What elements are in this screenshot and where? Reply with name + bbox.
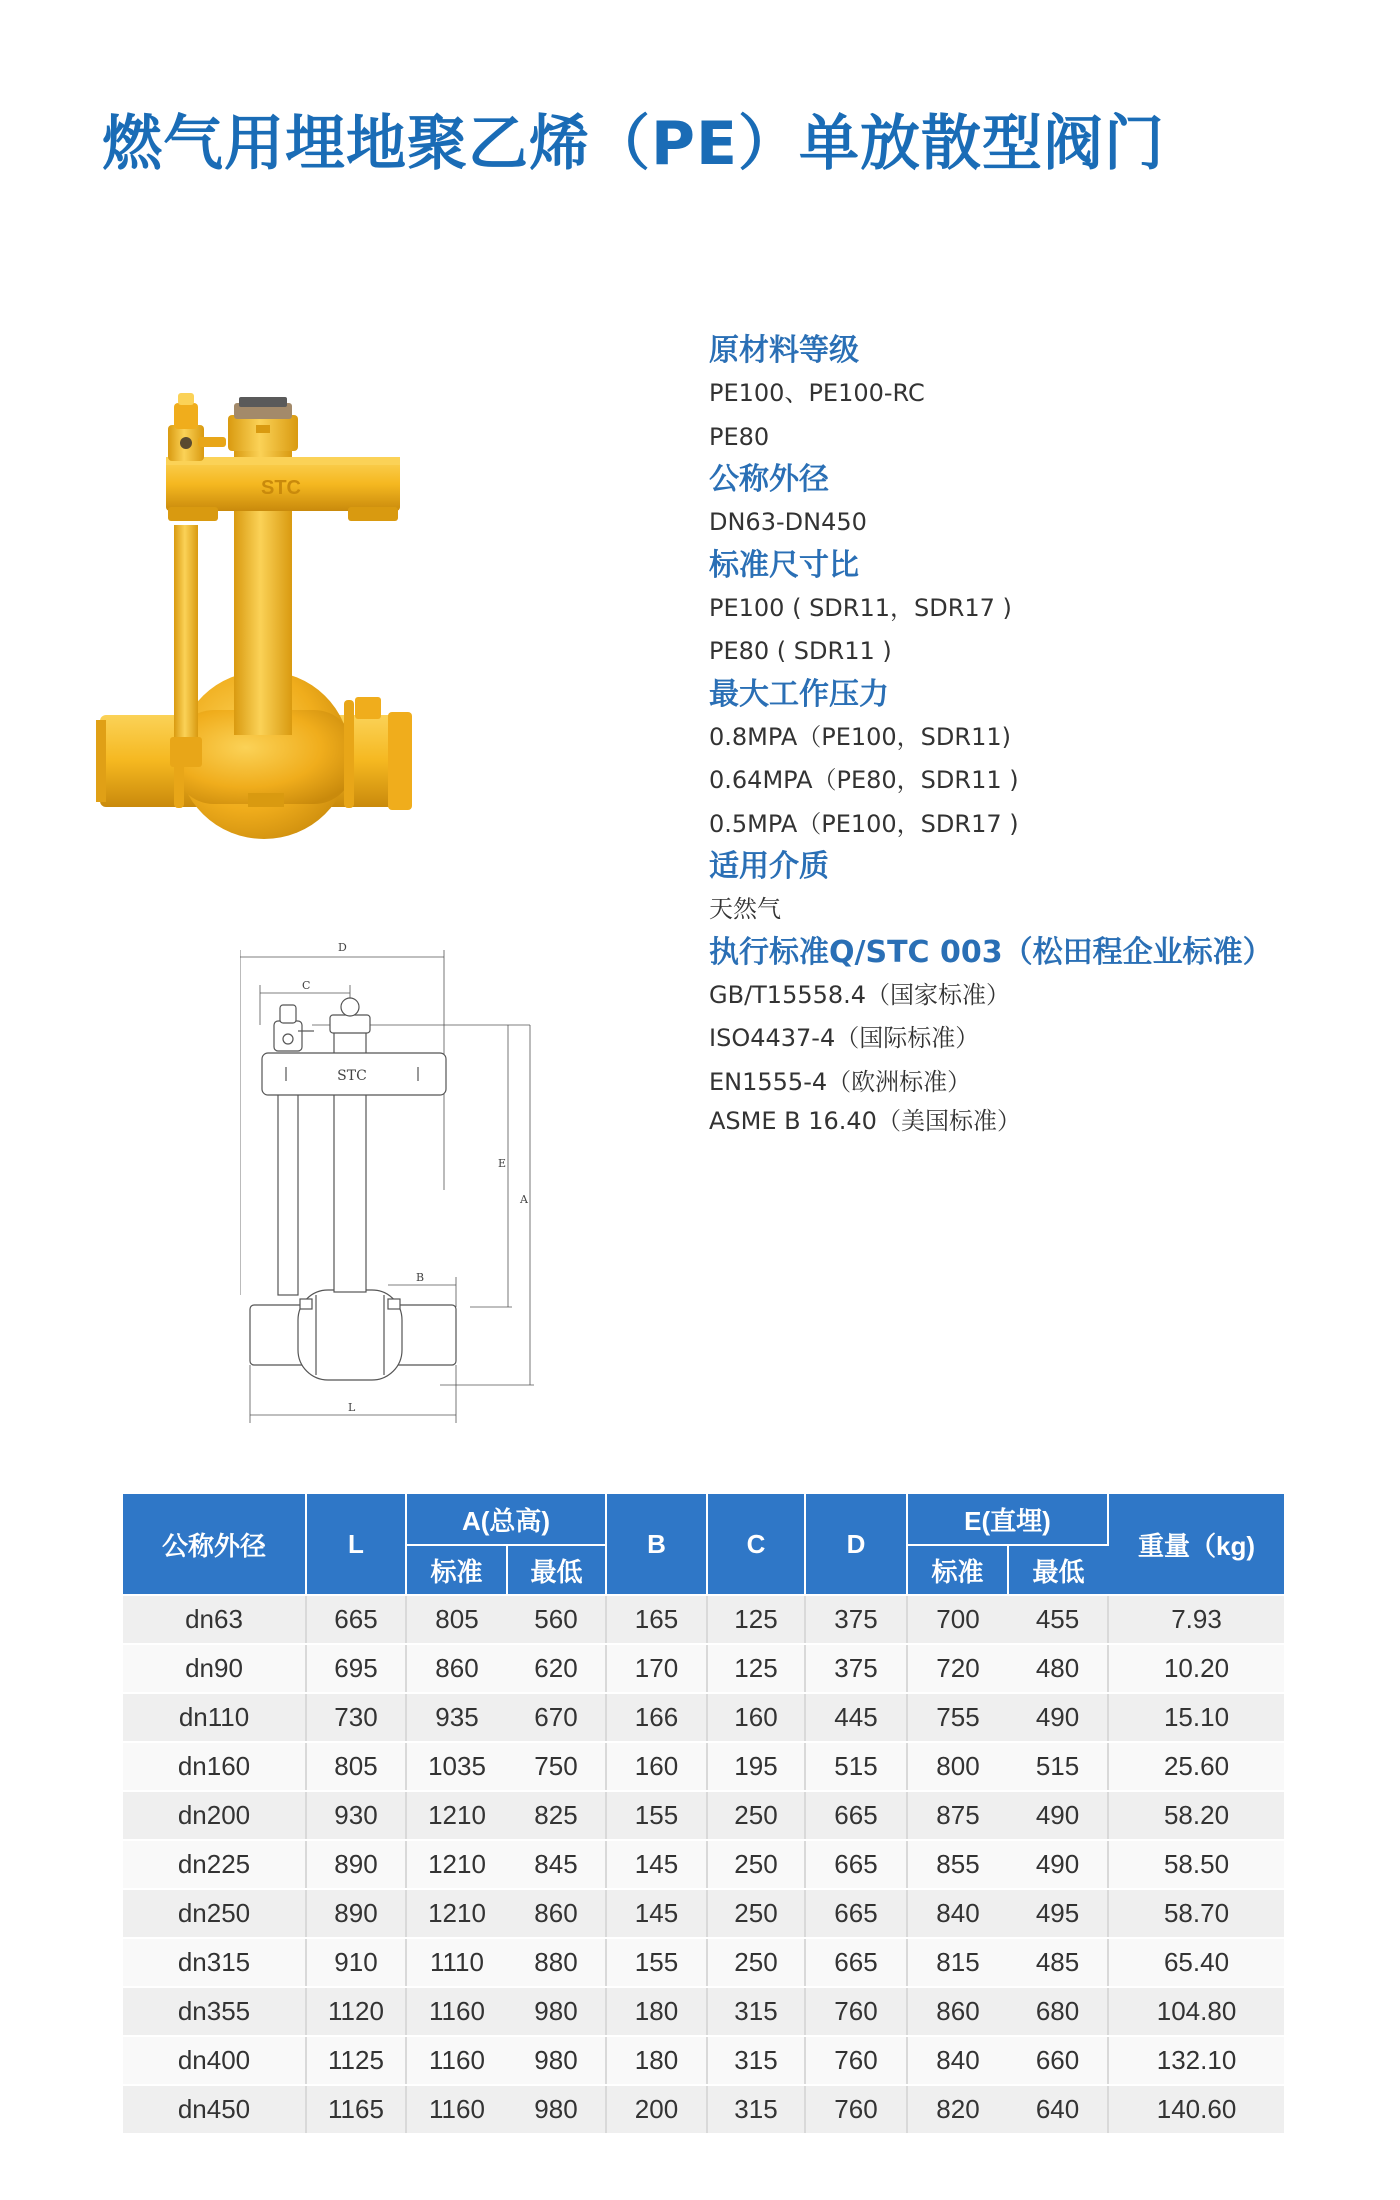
cell-b: 160	[606, 1742, 707, 1791]
medium-heading: 适用介质	[709, 849, 829, 884]
header-a: A(总高)	[406, 1494, 606, 1545]
cell-c: 250	[707, 1938, 805, 1987]
cell-l: 1120	[306, 1987, 406, 2036]
table-body	[123, 1595, 1284, 2134]
cell-dn: dn355	[123, 1987, 306, 2036]
cell-d: 515	[805, 1742, 907, 1791]
table-row	[123, 1595, 1284, 1644]
cell-b: 170	[606, 1644, 707, 1693]
material-line: PE100、PE100-RC	[709, 379, 925, 407]
cell-e-std: 875	[907, 1791, 1008, 1840]
header-e-min: 最低	[1008, 1545, 1108, 1595]
valve-render-image	[96, 375, 414, 855]
cell-a-min: 980	[507, 2036, 606, 2085]
cell-e-std: 815	[907, 1938, 1008, 1987]
header-dn: 公称外径	[123, 1494, 306, 1595]
cell-b: 180	[606, 2036, 707, 2085]
cell-weight: 58.50	[1108, 1840, 1284, 1889]
cell-b: 200	[606, 2085, 707, 2134]
cell-d: 375	[805, 1595, 907, 1644]
cell-a-min: 825	[507, 1791, 606, 1840]
cell-e-min: 495	[1008, 1889, 1108, 1938]
dimension-table	[123, 1494, 1284, 2135]
cell-e-min: 490	[1008, 1791, 1108, 1840]
header-c: C	[707, 1494, 805, 1595]
cell-l: 805	[306, 1742, 406, 1791]
cell-d: 665	[805, 1889, 907, 1938]
sdr-line: PE80 ( SDR11 )	[709, 637, 892, 665]
cell-a-min: 560	[507, 1595, 606, 1644]
cell-c: 125	[707, 1595, 805, 1644]
cell-c: 250	[707, 1840, 805, 1889]
spec-list	[709, 330, 1369, 1138]
dimension-label-b: B	[416, 1271, 425, 1284]
cell-l: 890	[306, 1889, 406, 1938]
cell-d: 665	[805, 1938, 907, 1987]
table-row	[123, 1987, 1284, 2036]
page-title: 燃气用埋地聚乙烯（PE）单放散型阀门	[102, 109, 1165, 179]
cell-d: 375	[805, 1644, 907, 1693]
table-row	[123, 1742, 1284, 1791]
cell-e-std: 755	[907, 1693, 1008, 1742]
cell-e-min: 640	[1008, 2085, 1108, 2134]
drawing-label-text: STC	[337, 1068, 367, 1084]
cell-dn: dn90	[123, 1644, 306, 1693]
cell-c: 250	[707, 1791, 805, 1840]
cell-c: 160	[707, 1693, 805, 1742]
cell-e-min: 490	[1008, 1840, 1108, 1889]
cell-a-std: 860	[406, 1644, 507, 1693]
cell-weight: 104.80	[1108, 1987, 1284, 2036]
cell-weight: 58.70	[1108, 1889, 1284, 1938]
cell-e-std: 840	[907, 2036, 1008, 2085]
dimension-label-d: D	[338, 941, 347, 954]
cell-a-min: 750	[507, 1742, 606, 1791]
cell-e-std: 800	[907, 1742, 1008, 1791]
cell-a-std: 935	[406, 1693, 507, 1742]
table-row	[123, 1791, 1284, 1840]
cell-e-std: 840	[907, 1889, 1008, 1938]
cell-weight: 15.10	[1108, 1693, 1284, 1742]
cell-a-std: 1035	[406, 1742, 507, 1791]
header-b: B	[606, 1494, 707, 1595]
cell-dn: dn63	[123, 1595, 306, 1644]
cell-l: 910	[306, 1938, 406, 1987]
cell-e-min: 485	[1008, 1938, 1108, 1987]
pressure-line: 0.64MPA（PE80，SDR11 )	[709, 766, 1019, 794]
cell-d: 760	[805, 2085, 907, 2134]
table-row	[123, 2085, 1284, 2134]
cell-a-std: 805	[406, 1595, 507, 1644]
cell-a-min: 670	[507, 1693, 606, 1742]
header-e-std: 标准	[907, 1545, 1008, 1595]
dimension-label-a: A	[520, 1193, 528, 1206]
cell-dn: dn250	[123, 1889, 306, 1938]
cell-l: 890	[306, 1840, 406, 1889]
cell-dn: dn110	[123, 1693, 306, 1742]
cell-b: 180	[606, 1987, 707, 2036]
pressure-heading: 最大工作压力	[709, 676, 889, 712]
cell-c: 315	[707, 2085, 805, 2134]
material-heading: 原材料等级	[709, 333, 859, 368]
dimension-label-e: E	[498, 1157, 507, 1170]
medium-line: 天然气	[709, 895, 781, 923]
cell-dn: dn450	[123, 2085, 306, 2134]
cell-b: 145	[606, 1889, 707, 1938]
cell-e-std: 855	[907, 1840, 1008, 1889]
table-row	[123, 1693, 1284, 1742]
cell-a-std: 1110	[406, 1938, 507, 1987]
cell-a-min: 980	[507, 1987, 606, 2036]
cell-weight: 65.40	[1108, 1938, 1284, 1987]
cell-c: 250	[707, 1889, 805, 1938]
cell-b: 155	[606, 1791, 707, 1840]
cell-a-min: 845	[507, 1840, 606, 1889]
dimension-label-c: C	[302, 979, 311, 992]
header-d: D	[805, 1494, 907, 1595]
cell-a-std: 1160	[406, 2036, 507, 2085]
cell-a-min: 620	[507, 1644, 606, 1693]
cell-l: 695	[306, 1644, 406, 1693]
cell-e-min: 490	[1008, 1693, 1108, 1742]
cell-d: 665	[805, 1840, 907, 1889]
sdr-line: PE100 ( SDR11，SDR17 )	[709, 593, 1012, 622]
header-e: E(直埋)	[907, 1494, 1108, 1545]
cell-e-min: 455	[1008, 1595, 1108, 1644]
table-row	[123, 1840, 1284, 1889]
cell-dn: dn160	[123, 1742, 306, 1791]
cell-e-std: 700	[907, 1595, 1008, 1644]
cell-b: 155	[606, 1938, 707, 1987]
cell-e-std: 820	[907, 2085, 1008, 2134]
cell-a-min: 860	[507, 1889, 606, 1938]
standard-line: ASME B 16.40（美国标准）	[709, 1107, 1021, 1135]
standard-line: GB/T15558.4（国家标准）	[709, 980, 1011, 1009]
table-row	[123, 2036, 1284, 2085]
header-a-min: 最低	[507, 1545, 606, 1595]
cell-l: 930	[306, 1791, 406, 1840]
cell-b: 145	[606, 1840, 707, 1889]
cell-d: 760	[805, 2036, 907, 2085]
cell-l: 1165	[306, 2085, 406, 2134]
cell-l: 1125	[306, 2036, 406, 2085]
cell-e-min: 515	[1008, 1742, 1108, 1791]
cell-dn: dn315	[123, 1938, 306, 1987]
sdr-heading: 标准尺寸比	[709, 547, 859, 583]
cell-c: 315	[707, 1987, 805, 2036]
cell-e-std: 720	[907, 1644, 1008, 1693]
cell-c: 195	[707, 1742, 805, 1791]
cell-e-min: 680	[1008, 1987, 1108, 2036]
cell-a-min: 980	[507, 2085, 606, 2134]
cell-b: 165	[606, 1595, 707, 1644]
pressure-line: 0.8MPA（PE100，SDR11)	[709, 722, 1011, 751]
table-row	[123, 1938, 1284, 1987]
cell-d: 665	[805, 1791, 907, 1840]
cell-weight: 140.60	[1108, 2085, 1284, 2134]
cell-b: 166	[606, 1693, 707, 1742]
cell-a-std: 1210	[406, 1791, 507, 1840]
cell-d: 760	[805, 1987, 907, 2036]
cell-c: 125	[707, 1644, 805, 1693]
cell-a-std: 1210	[406, 1889, 507, 1938]
cell-dn: dn400	[123, 2036, 306, 2085]
cell-dn: dn225	[123, 1840, 306, 1889]
cell-l: 730	[306, 1693, 406, 1742]
cell-l: 665	[306, 1595, 406, 1644]
valve-label-text: STC	[261, 477, 301, 499]
cell-dn: dn200	[123, 1791, 306, 1840]
cell-a-std: 1210	[406, 1840, 507, 1889]
pressure-line: 0.5MPA（PE100，SDR17 )	[709, 809, 1019, 838]
cell-a-min: 880	[507, 1938, 606, 1987]
cell-e-min: 660	[1008, 2036, 1108, 2085]
diameter-heading: 公称外径	[709, 462, 829, 497]
cell-a-std: 1160	[406, 2085, 507, 2134]
cell-weight: 10.20	[1108, 1644, 1284, 1693]
dimension-label-l: L	[348, 1401, 356, 1414]
cell-a-std: 1160	[406, 1987, 507, 2036]
cell-e-std: 860	[907, 1987, 1008, 2036]
standard-heading: 执行标准Q/STC 003（松田程企业标准）	[709, 934, 1273, 970]
cell-weight: 25.60	[1108, 1742, 1284, 1791]
cell-d: 445	[805, 1693, 907, 1742]
cell-weight: 7.93	[1108, 1595, 1284, 1644]
diameter-line: DN63-DN450	[709, 508, 867, 536]
material-line: PE80	[709, 422, 770, 451]
cell-weight: 58.20	[1108, 1791, 1284, 1840]
dimension-drawing	[240, 935, 620, 1435]
cell-c: 315	[707, 2036, 805, 2085]
header-l: L	[306, 1494, 406, 1595]
cell-e-min: 480	[1008, 1644, 1108, 1693]
header-a-std: 标准	[406, 1545, 507, 1595]
standard-line: ISO4437-4（国际标准）	[709, 1024, 980, 1052]
table-row	[123, 1644, 1284, 1693]
table-row	[123, 1889, 1284, 1938]
standard-line: EN1555-4（欧洲标准）	[709, 1067, 972, 1096]
header-weight: 重量（kg)	[1108, 1494, 1284, 1595]
cell-weight: 132.10	[1108, 2036, 1284, 2085]
